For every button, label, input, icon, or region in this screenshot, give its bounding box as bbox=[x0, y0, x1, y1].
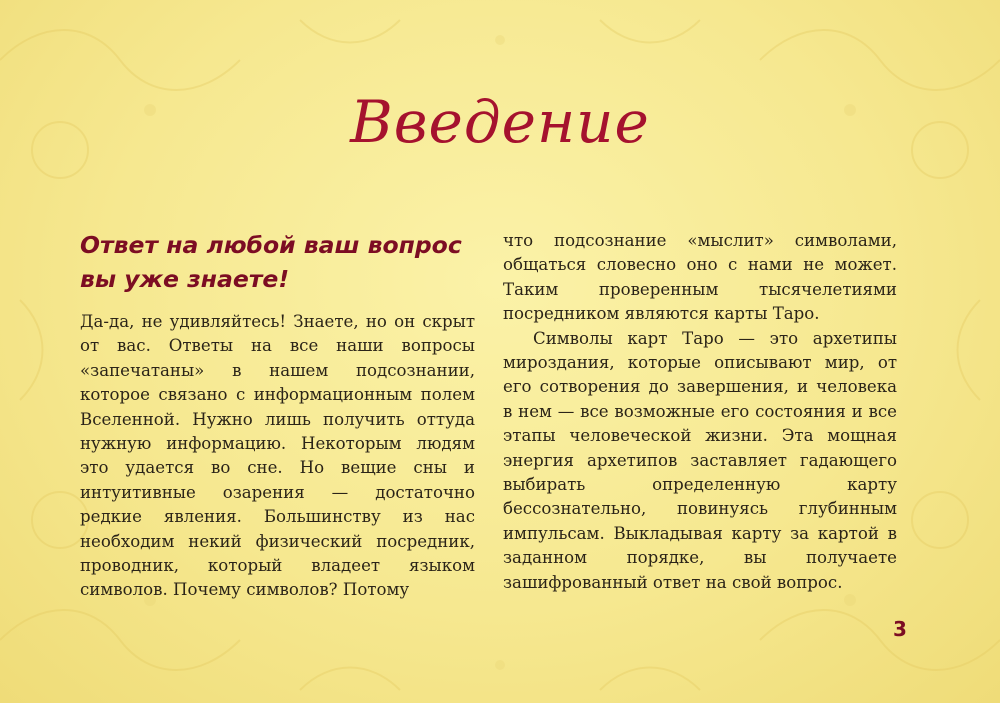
left-text-column bbox=[80, 310, 475, 603]
right-text-column bbox=[503, 229, 897, 595]
paragraph: Символы карт Таро — это архетипы мироздания, которые описывают мир, от его сотворения до завершения, и человека в нем — все возможные его состояния и все этапы человеческой жизни. Эта мощная энергия архетипов заставляет гадающего выбирать определенную карту бессознательно, повинуясь глубинным импульсам. Выкладывая карту за картой в заданном порядке, вы получаете зашифрованный ответ на свой вопрос. bbox=[503, 328, 897, 592]
paragraph: Да-да, не удивляйтесь! Знаете, но он скрыт от вас. Ответы на все наши вопросы «запечатаны» в нашем подсознании, которое связано с информационным полем Вселенной. Нужно лишь получить оттуда нужную информацию. Некоторым людям это удается во сне. Но вещие сны и интуитивные озарения — достаточно редкие явления. Большинству из нас необходим некий физический посредник, проводник, который владеет языком символов. Почему символов? Потому bbox=[80, 312, 475, 600]
page-title: Введение bbox=[350, 88, 650, 156]
section-heading: Ответ на любой ваш вопрос вы уже знаете! bbox=[80, 231, 462, 293]
page-number: 3 bbox=[893, 617, 907, 641]
paragraph: что подсознание «мыслит» символами, общаться словесно оно с нами не может. Таким проверенным тысячелетиями посредником являются карты Таро. bbox=[503, 231, 897, 324]
